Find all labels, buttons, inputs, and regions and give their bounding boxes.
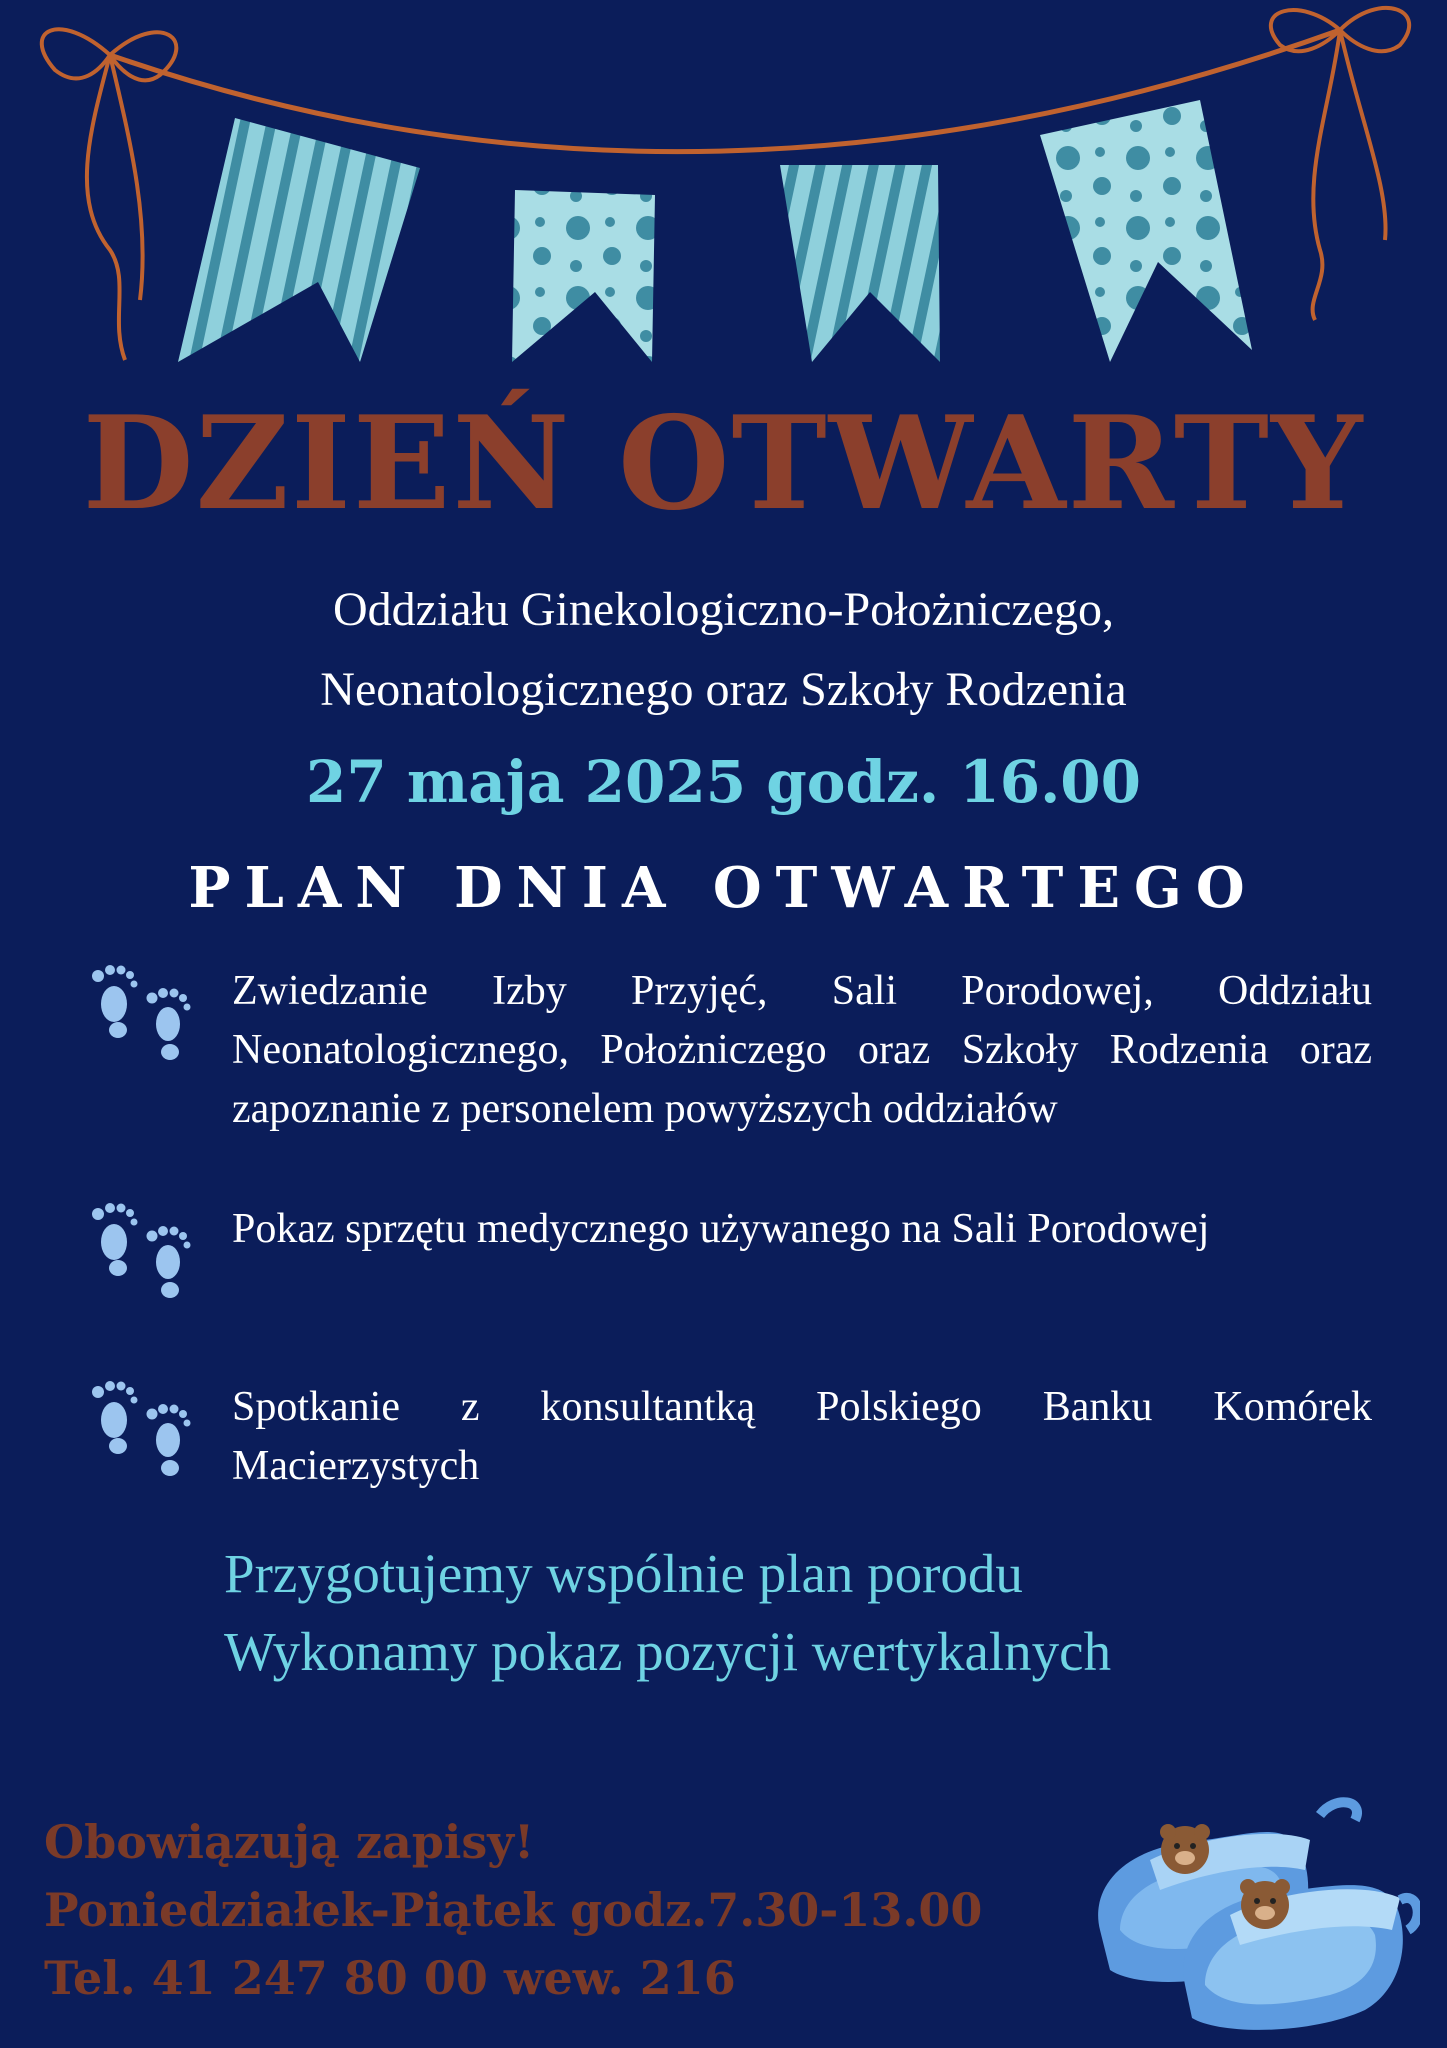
extras (224, 1535, 1424, 1691)
plan-heading: PLAN DNIA OTWARTEGO (188, 855, 1259, 921)
subtitle-line-2: Neonatologicznego oraz Szkoły Rodzenia (320, 663, 1127, 716)
subtitle-line-1: Oddziału Ginekologiczno-Położniczego, (332, 583, 1115, 636)
plan-item-text: Spotkanie z konsultantką Polskiego Banku Komórek Macierzystych (232, 1384, 1372, 1489)
baby-shoes-icon (1080, 1780, 1420, 2030)
plan-item-text: Zwiedzanie Izby Przyjęć, Sali Porodowej, Oddziału Neonatologicznego, Położniczego oraz Szkoły Rodzenia oraz zapoznanie z personelem powyższych oddziałów (232, 968, 1372, 1132)
event-date: 27 maja 2025 godz. 16.00 (306, 748, 1141, 816)
baby-footprints-icon (78, 1200, 198, 1300)
footer-line-3: Tel. 41 247 80 00 wew. 216 (44, 1951, 736, 2005)
baby-footprints-icon (78, 1378, 198, 1478)
page-title: DZIEŃ OTWARTY (82, 389, 1365, 539)
subtitle (0, 570, 1447, 730)
registration-info (44, 1808, 1044, 2012)
baby-footprints-icon (78, 962, 198, 1062)
plan-item-text: Pokaz sprzętu medycznego używanego na Sali Porodowej (232, 1206, 1210, 1252)
extra-line-1: Przygotujemy wspólnie plan porodu (224, 1543, 1023, 1604)
extra-line-2: Wykonamy pokaz pozycji wertykalnych (224, 1621, 1112, 1682)
footer-line-1: Obowiązują zapisy! (44, 1815, 535, 1869)
bunting-flags-icon (0, 0, 1447, 380)
footer-line-2: Poniedziałek-Piątek godz.7.30-13.00 (44, 1883, 983, 1937)
